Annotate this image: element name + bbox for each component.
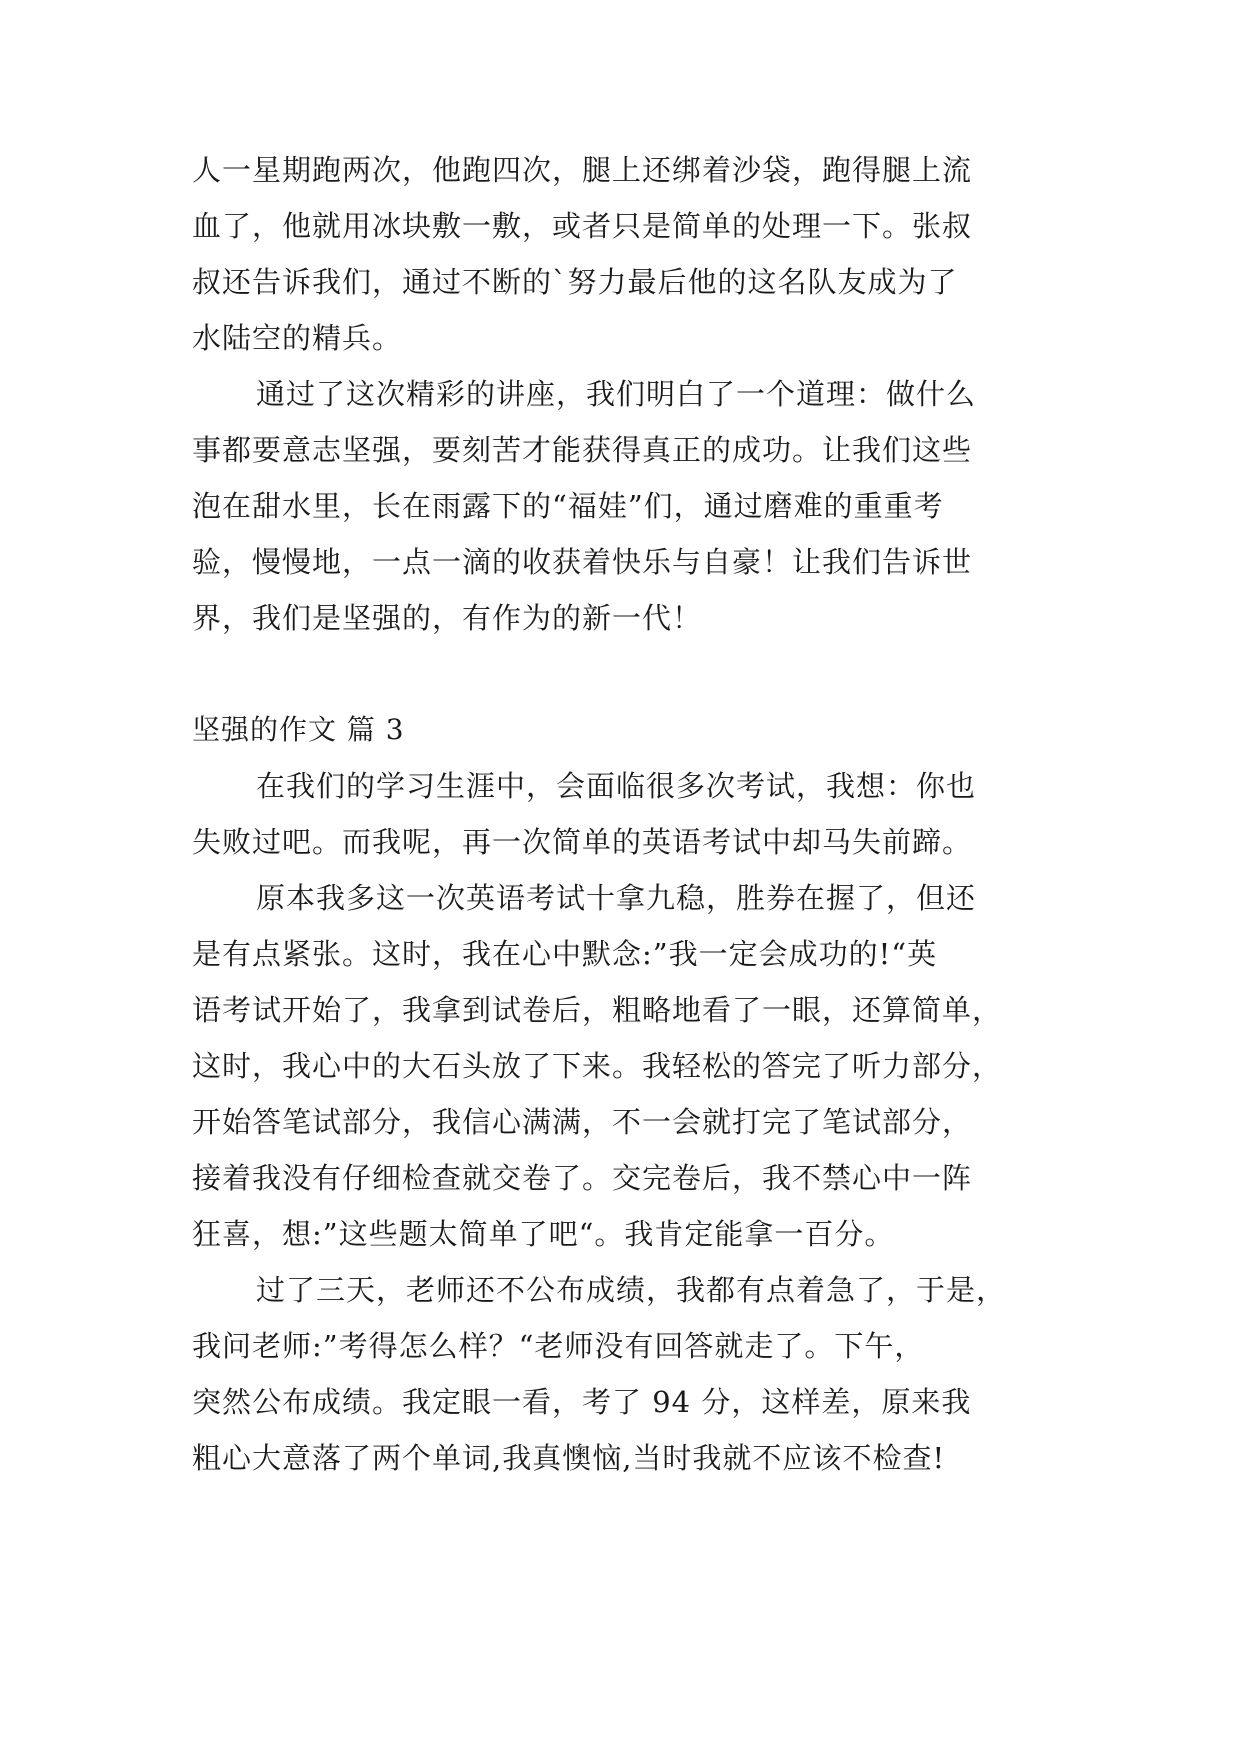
text-line: 我问老师:”考得怎么样？“老师没有回答就走了。下午， [192, 1329, 925, 1363]
text-line: 叔还告诉我们，通过不断的`努力最后他的这名队友成为了 [192, 265, 958, 299]
text-line: 开始答笔试部分，我信心满满，不一会就打完了笔试部分， [192, 1105, 973, 1139]
text-line: 突然公布成绩。我定眼一看，考了 94 分，这样差，原来我 [192, 1385, 972, 1419]
text-line: 语考试开始了，我拿到试卷后，粗略地看了一眼，还算简单， [192, 993, 1003, 1027]
text-line: 这时，我心中的大石头放了下来。我轻松的答完了听力部分， [192, 1049, 1003, 1083]
text-line: 血了，他就用冰块敷一敷，或者只是简单的处理一下。张叔 [192, 209, 973, 243]
text-line: 水陆空的精兵。 [192, 321, 403, 355]
text-line: 验，慢慢地，一点一滴的收获着快乐与自豪！让我们告诉世 [192, 545, 973, 579]
text-line: 过了三天，老师还不公布成绩，我都有点着急了，于是， [256, 1273, 1007, 1307]
text-line: 失败过吧。而我呢，再一次简单的英语考试中却马失前蹄。 [192, 825, 973, 859]
text-line: 是有点紧张。这时，我在心中默念:”我一定会成功的!“英 [192, 937, 938, 971]
text-line: 通过了这次精彩的讲座，我们明白了一个道理：做什么 [256, 377, 977, 411]
section-heading: 坚强的作文 篇 3 [192, 713, 405, 746]
text-line: 人一星期跑两次，他跑四次，腿上还绑着沙袋，跑得腿上流 [192, 153, 973, 187]
text-line: 界，我们是坚强的，有作为的新一代！ [192, 601, 703, 635]
text-line: 事都要意志坚强，要刻苦才能获得真正的成功。让我们这些 [192, 433, 973, 467]
text-line: 接着我没有仔细检查就交卷了。交完卷后，我不禁心中一阵 [192, 1161, 973, 1195]
text-line: 在我们的学习生涯中，会面临很多次考试，我想：你也 [256, 769, 977, 803]
text-line: 狂喜，想:”这些题太简单了吧“。我肯定能拿一百分。 [192, 1217, 895, 1251]
text-line: 泡在甜水里，长在雨露下的“福娃”们，通过磨难的重重考 [192, 489, 944, 523]
text-line: 原本我多这一次英语考试十拿九稳，胜券在握了，但还 [256, 881, 977, 915]
text-line: 粗心大意落了两个单词,我真懊恼,当时我就不应该不检查! [192, 1441, 946, 1475]
